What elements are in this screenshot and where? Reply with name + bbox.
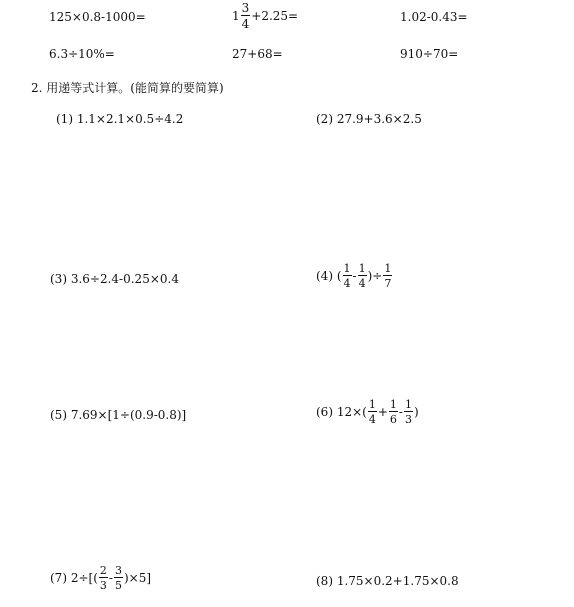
problem-1 bbox=[56, 113, 183, 125]
fraction-1: $\frac{1}{4}$ bbox=[368, 398, 376, 426]
operator-minus: - bbox=[108, 571, 113, 585]
fraction-2: $\frac{3}{5}$ bbox=[114, 564, 122, 592]
problem-2 bbox=[316, 113, 422, 125]
paren-open: ( bbox=[336, 269, 342, 283]
oral-item-2 bbox=[232, 2, 298, 30]
operator-minus: - bbox=[352, 269, 357, 283]
problem-label: (6) bbox=[316, 405, 333, 419]
oral-item-1: 125×0.8-1000= bbox=[49, 10, 146, 24]
problem-5 bbox=[50, 409, 186, 421]
problem-expression: 3.6÷2.4-0.25×0.4 bbox=[70, 272, 179, 286]
problem-label: (4) bbox=[316, 269, 333, 283]
problem-3 bbox=[50, 273, 179, 285]
expression-prefix: 2÷[( bbox=[70, 571, 98, 585]
problem-label: (3) bbox=[50, 272, 67, 286]
fraction-2: $\frac{1}{6}$ bbox=[389, 398, 397, 426]
oral-item-6: 910÷70= bbox=[400, 47, 459, 61]
problem-label: (1) bbox=[56, 112, 73, 126]
problem-label: (8) bbox=[316, 574, 333, 588]
paren-close-divide: )÷ bbox=[367, 269, 383, 283]
problem-expression: 7.69×[1÷(0.9-0.8)] bbox=[70, 408, 187, 422]
expression-prefix: 12×( bbox=[336, 405, 367, 419]
problem-expression: 1.75×0.2+1.75×0.8 bbox=[336, 574, 459, 588]
problem-expression: 1.1×2.1×0.5÷4.2 bbox=[76, 112, 184, 126]
expression-suffix: )×5] bbox=[123, 571, 152, 585]
oral-item-3: 1.02-0.43= bbox=[400, 10, 468, 24]
operator-minus: - bbox=[398, 405, 403, 419]
problem-8 bbox=[316, 575, 459, 587]
problem-label: (7) bbox=[50, 571, 67, 585]
problem-label: (5) bbox=[50, 408, 67, 422]
oral-item-2-rest: +2.25= bbox=[251, 9, 299, 23]
fraction-3: $\frac{1}{7}$ bbox=[384, 262, 392, 290]
problem-expression: 27.9+3.6×2.5 bbox=[336, 112, 422, 126]
fraction-1: $\frac{2}{3}$ bbox=[99, 564, 107, 592]
problem-7 bbox=[50, 565, 151, 591]
fraction-3: $\frac{1}{3}$ bbox=[404, 398, 412, 426]
fraction-2: $\frac{1}{4}$ bbox=[358, 262, 366, 290]
operator-plus: + bbox=[377, 405, 388, 419]
problem-4 bbox=[316, 263, 393, 289]
paren-close: ) bbox=[413, 405, 419, 419]
problem-label: (2) bbox=[316, 112, 333, 126]
fraction-1: $\frac{1}{4}$ bbox=[343, 262, 351, 290]
fraction: $\frac{3}{4}$ bbox=[241, 1, 250, 31]
problem-6 bbox=[316, 399, 419, 425]
oral-item-4: 6.3÷10%= bbox=[49, 47, 115, 61]
section-title: 2. 用递等式计算。(能简算的要简算) bbox=[31, 81, 224, 95]
mixed-whole: 1 bbox=[232, 9, 240, 23]
oral-item-5: 27+68= bbox=[232, 47, 283, 61]
